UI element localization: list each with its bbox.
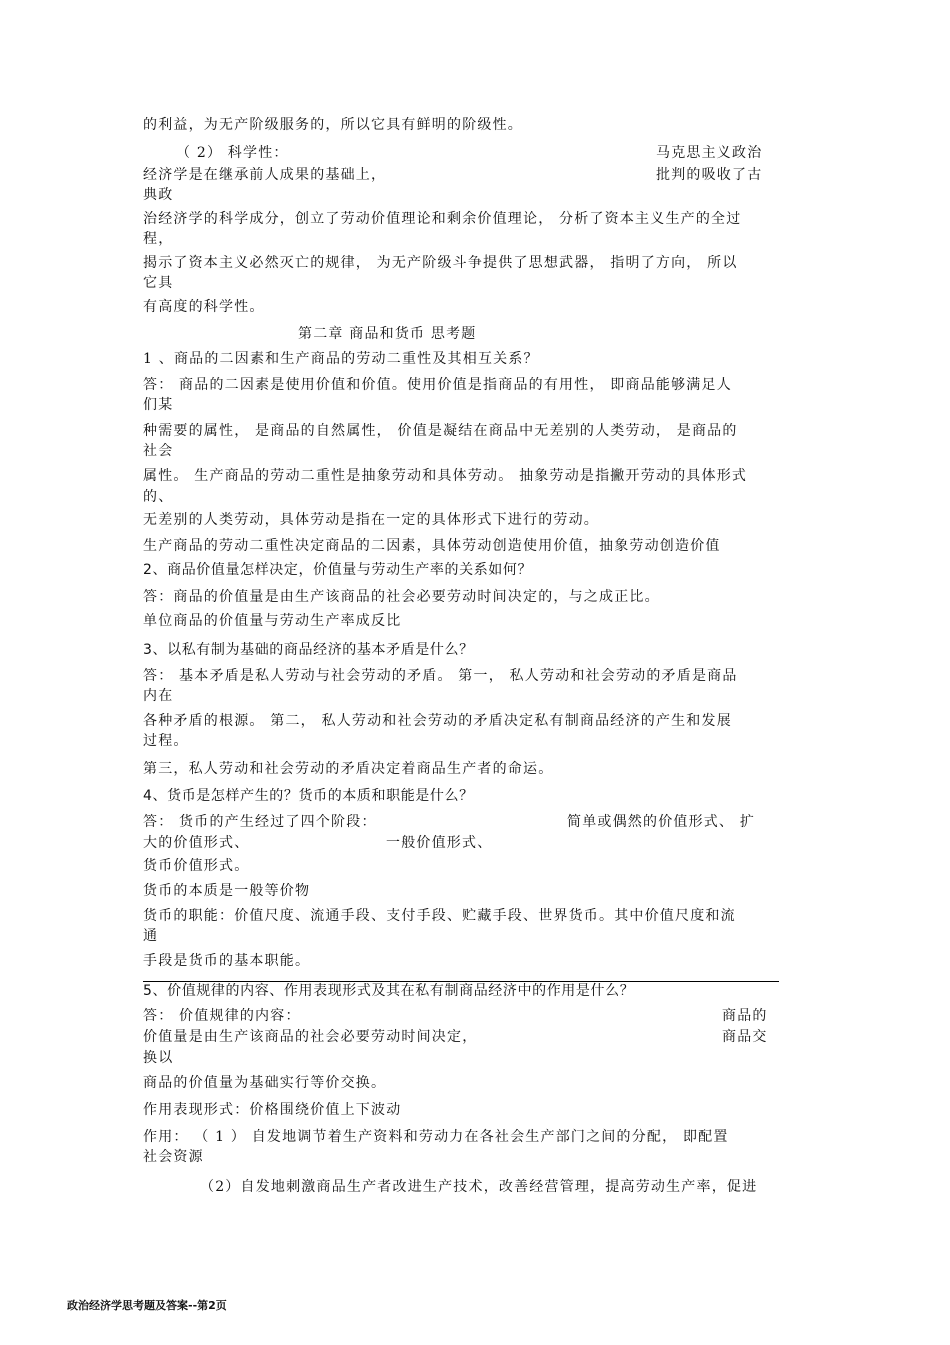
answer-line: 无差别的人类劳动，具体劳动是指在一定的具体形式下进行的劳动。 <box>143 512 599 528</box>
answer-line: 答： 商品的二因素是使用价值和价值。使用价值是指商品的有用性， 即商品能够满足人 <box>143 377 732 393</box>
text-line: 有高度的科学性。 <box>143 299 265 315</box>
answer-line: 社会 <box>143 443 174 459</box>
answer-line: 大的价值形式、 <box>143 835 250 851</box>
text-line: 它具 <box>143 275 174 291</box>
text-line: （ 2） 科学性： <box>176 145 289 161</box>
answer-line: 生产商品的劳动二重性决定商品的二因素，具体劳动创造使用价值，抽象劳动创造价值 <box>143 538 721 554</box>
answer-line: 手段是货币的基本职能。 <box>143 953 311 969</box>
answer-line: 答： 基本矛盾是私人劳动与社会劳动的矛盾。 第一， 私人劳动和社会劳动的矛盾是商品 <box>143 668 738 684</box>
text-line: 治经济学的科学成分，创立了劳动价值理论和剩余价值理论， 分析了资本主义生产的全过 <box>143 211 742 227</box>
text-line: 批判的吸收了古 <box>656 167 763 183</box>
chapter-heading: 第二章 商品和货币 思考题 <box>298 326 477 342</box>
answer-line: 商品交 <box>722 1029 768 1045</box>
answer-line: 商品的 <box>722 1008 768 1024</box>
answer-line: 价值量是由生产该商品的社会必要劳动时间决定， <box>143 1029 478 1045</box>
question: 5、价值规律的内容、作用表现形式及其在私有制商品经济中的作用是什么？ <box>143 983 635 999</box>
answer-line: 社会资源 <box>143 1149 204 1165</box>
answer-line: 货币价值形式。 <box>143 858 250 874</box>
answer-line: 商品的价值量为基础实行等价交换。 <box>143 1075 387 1091</box>
answer-line: 通 <box>143 928 159 944</box>
answer-line: 一般价值形式、 <box>386 835 493 851</box>
question: 1 、商品的二因素和生产商品的劳动二重性及其相互关系？ <box>143 351 539 367</box>
text-line: 程， <box>143 231 174 247</box>
answer-line: 作用： （ 1 ） 自发地调节着生产资料和劳动力在各社会生产部门之间的分配， 即配置 <box>143 1129 729 1145</box>
answer-line: 的、 <box>143 489 174 505</box>
text-line: 典政 <box>143 187 174 203</box>
text-line: 马克思主义政治 <box>656 145 763 161</box>
answer-line: 各种矛盾的根源。 第二， 私人劳动和社会劳动的矛盾决定私有制商品经济的产生和发展 <box>143 713 732 729</box>
question: 4、货币是怎样产生的？货币的本质和职能是什么？ <box>143 788 474 804</box>
text-line: 揭示了资本主义必然灭亡的规律， 为无产阶级斗争提供了思想武器， 指明了方向， 所以 <box>143 255 738 271</box>
answer-line: 答： 价值规律的内容： <box>143 1008 301 1024</box>
answer-line: 第三，私人劳动和社会劳动的矛盾决定着商品生产者的命运。 <box>143 761 554 777</box>
answer-line: 货币的本质是一般等价物 <box>143 883 311 899</box>
page-footer: 政治经济学思考题及答案--第2页 <box>67 1299 227 1312</box>
text-line: 的利益，为无产阶级服务的，所以它具有鲜明的阶级性。 <box>143 117 523 133</box>
answer-line: 内在 <box>143 688 174 704</box>
answer-line: 种需要的属性， 是商品的自然属性， 价值是凝结在商品中无差别的人类劳动， 是商品的 <box>143 423 738 439</box>
answer-line: 货币的职能：价值尺度、流通手段、支付手段、贮藏手段、世界货币。其中价值尺度和流 <box>143 908 736 924</box>
answer-line: 简单或偶然的价值形式、 扩 <box>567 814 756 830</box>
answer-line: 属性。 生产商品的劳动二重性是抽象劳动和具体劳动。 抽象劳动是指撇开劳动的具体形式 <box>143 468 748 484</box>
answer-line: 们某 <box>143 397 174 413</box>
answer-line: 过程。 <box>143 733 189 749</box>
question: 2、商品价值量怎样决定，价值量与劳动生产率的关系如何？ <box>143 562 533 578</box>
answer-line: （2）自发地刺激商品生产者改进生产技术，改善经营管理，提高劳动生产率，促进 <box>200 1179 758 1195</box>
answer-line: 换以 <box>143 1050 174 1066</box>
answer-line: 答：商品的价值量是由生产该商品的社会必要劳动时间决定的，与之成正比。 <box>143 589 660 605</box>
text-line: 经济学是在继承前人成果的基础上， <box>143 167 387 183</box>
answer-line: 答： 货币的产生经过了四个阶段： <box>143 814 377 830</box>
question: 3、以私有制为基础的商品经济的基本矛盾是什么？ <box>143 642 474 658</box>
answer-line: 单位商品的价值量与劳动生产率成反比 <box>143 613 402 629</box>
answer-line: 作用表现形式：价格围绕价值上下波动 <box>143 1102 402 1118</box>
